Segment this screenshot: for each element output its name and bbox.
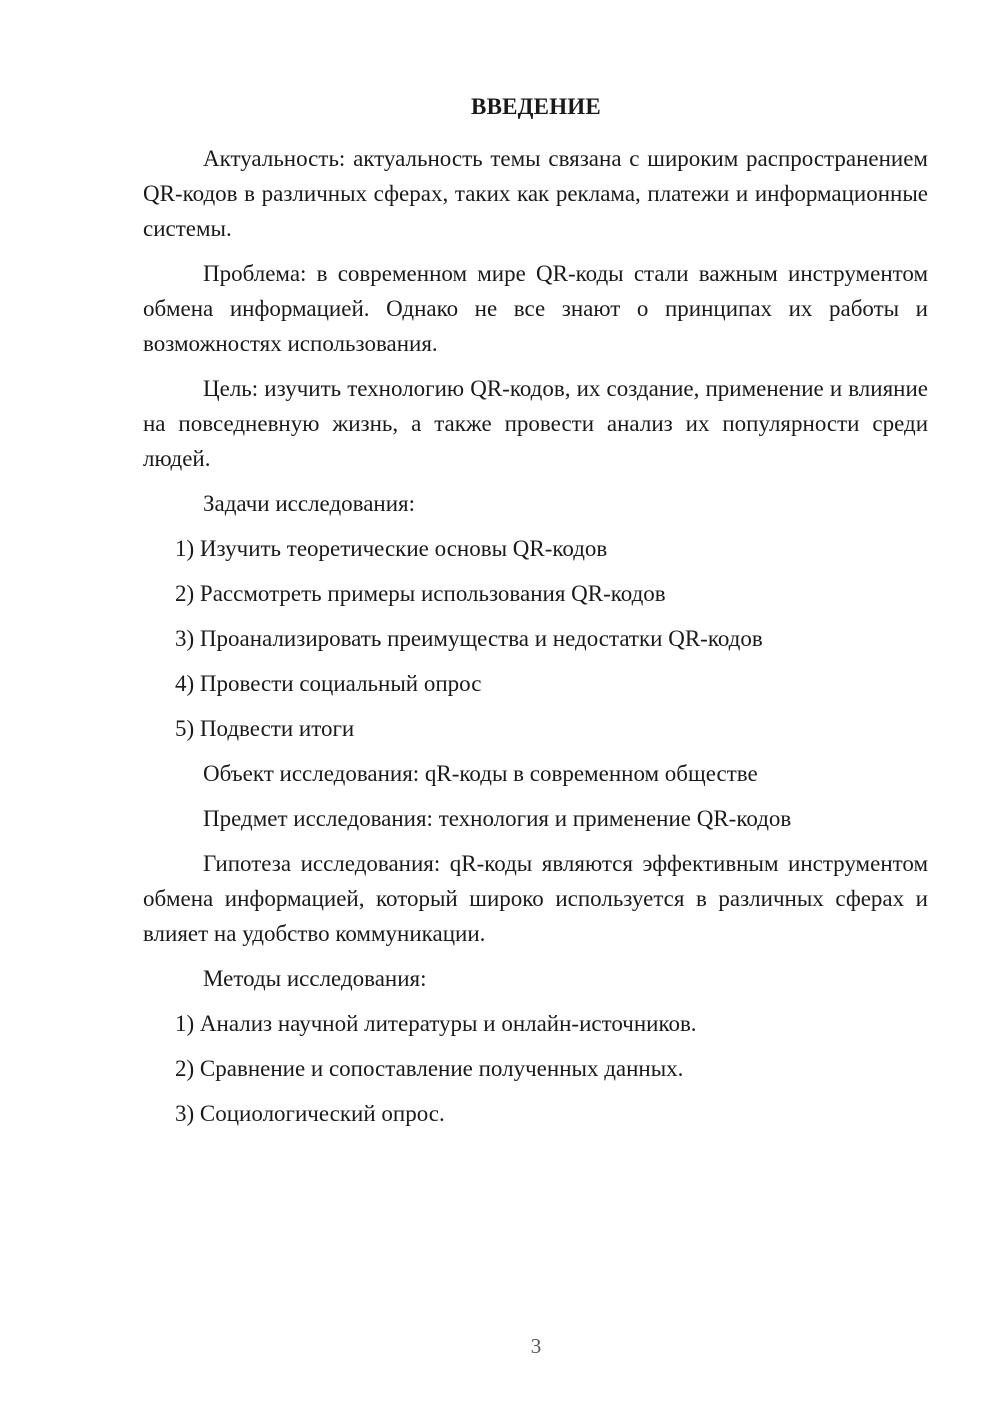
section-heading: ВВЕДЕНИЕ <box>471 94 601 119</box>
problem-paragraph: Проблема: в современном мире QR-коды стали важным инструментом обмена информацией. Однако не все знают о принципах их работы и возможностях использования. <box>143 261 928 356</box>
methods-title: Методы исследования: <box>203 966 427 991</box>
task-item-1: 1) Изучить теоретические основы QR-кодов <box>175 536 608 561</box>
hypothesis-paragraph: Гипотеза исследования: qR-коды являются эффективным инструментом обмена информацией, который широко используется в различных сферах и влияет на удобство коммуникации. <box>143 851 928 946</box>
task-item-3: 3) Проанализировать преимущества и недостатки QR-кодов <box>175 626 763 651</box>
document-body <box>143 141 928 1141</box>
relevance-paragraph: Актуальность: актуальность темы связана с широким распространением QR-кодов в различных сферах, таких как реклама, платежи и информационные системы. <box>143 146 928 241</box>
research-object: Объект исследования: qR-коды в современном обществе <box>203 761 758 786</box>
research-subject: Предмет исследования: технология и применение QR-кодов <box>203 806 792 831</box>
method-item-2: 2) Сравнение и сопоставление полученных данных. <box>175 1056 684 1081</box>
tasks-title: Задачи исследования: <box>203 491 416 516</box>
task-item-5: 5) Подвести итоги <box>175 716 355 741</box>
method-item-1: 1) Анализ научной литературы и онлайн-источников. <box>175 1011 697 1036</box>
page-number: 3 <box>530 1334 542 1358</box>
task-item-4: 4) Провести социальный опрос <box>175 671 482 696</box>
task-item-2: 2) Рассмотреть примеры использования QR-кодов <box>175 581 666 606</box>
goal-paragraph: Цель: изучить технологию QR-кодов, их создание, применение и влияние на повседневную жизнь, а также провести анализ их популярности среди людей. <box>143 376 928 471</box>
method-item-3: 3) Социологический опрос. <box>175 1101 445 1126</box>
